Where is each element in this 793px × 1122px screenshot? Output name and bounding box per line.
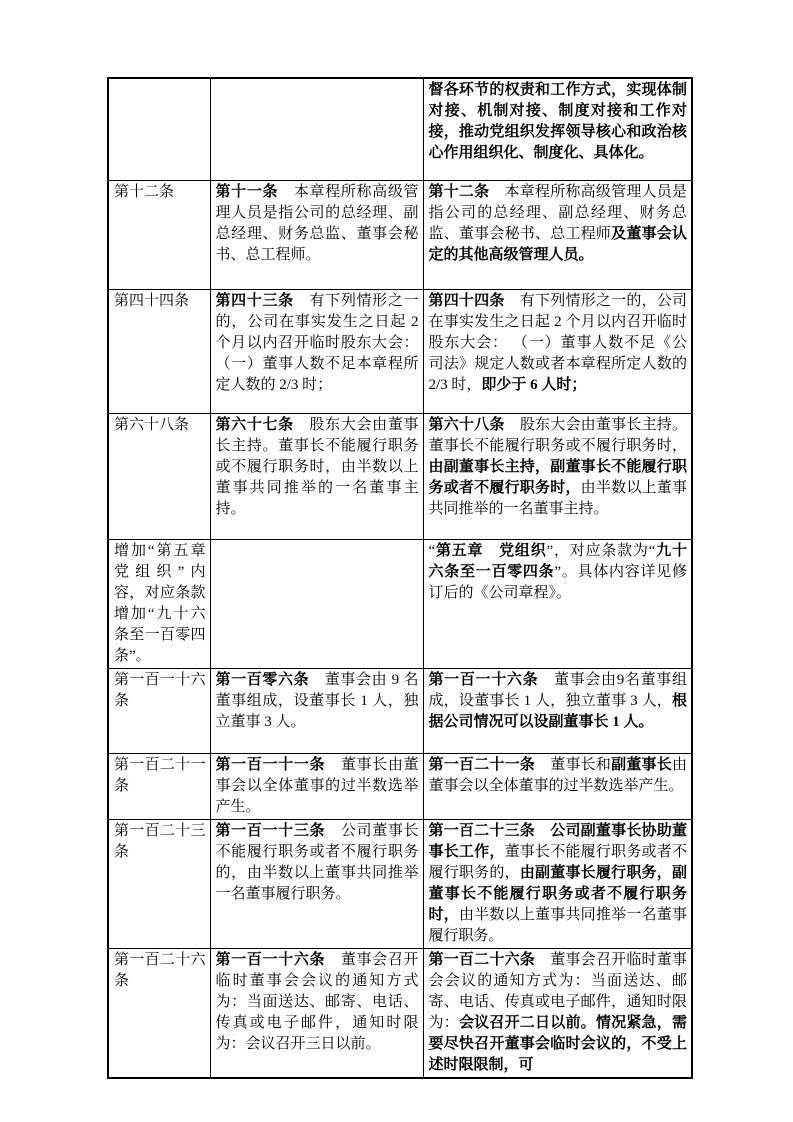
table-row [108, 668, 692, 753]
text-segment: 本章程所称高级管理人员是指公司的总经理、副总经理、财务总监、董事会秘书、总工程师。 [215, 183, 419, 263]
cell-article-number [108, 180, 210, 289]
revised-bold-text-segment: 会议召开二日以前。情况紧急，需要尽快召开董事会临时会议的，不受上述时限限制，可 [428, 1014, 687, 1073]
text-segment: 董事长不能履行职务或者不履行职务的， [428, 843, 687, 881]
text-segment: 公司董事长不能履行职务或者不履行职务的，由半数以上董事共同推举一名董事履行职务。 [215, 822, 419, 902]
cell-revised-clause [423, 668, 692, 753]
revised-bold-text-segment: 第五章 党组织 [435, 542, 547, 559]
cell-article-number [108, 819, 210, 948]
revised-bold-text-segment: 及董事会认定的其他高级管理人员。 [428, 225, 687, 263]
table-row [108, 413, 692, 539]
amendment-comparison-table [107, 77, 693, 1079]
cell-revised-clause [423, 180, 692, 289]
revised-bold-text-segment: 第一百一十六条 [428, 671, 554, 688]
cell-article-number [108, 668, 210, 753]
cell-original-clause [210, 539, 423, 668]
table-row [108, 753, 692, 819]
text-segment: 有下列情形之一的，公司在事实发生之日起 2 个月以内召开临时股东大会： （一）董事人数不足本章程所定人数的 2/3 时； [215, 292, 419, 393]
cell-article-number [108, 413, 210, 539]
revised-bold-text-segment: 第六十八条 [428, 416, 520, 433]
revised-bold-text-segment: 第六十七条 [215, 416, 310, 433]
text-segment: 由半数以上董事共同推举的一名董事主持。 [428, 479, 687, 517]
text-segment: 增加“第五章 党组织”内容，对应条款增加“九十六条至一百零四条”。 [114, 542, 206, 664]
text-segment: 董事会召开临时董事会会议的通知方式为：当面送达、邮寄、电话、传真或电子邮件，通知时限为：会议召开三日以前。 [215, 951, 419, 1052]
text-segment: 由董事会以全体董事的过半数选举产生。 [428, 756, 687, 794]
comparison-table-body [108, 78, 692, 1078]
cell-original-clause [210, 180, 423, 289]
revised-bold-text-segment: 由副董事长履行职务，副董事长不能履行职务或者不履行职务时， [428, 864, 687, 923]
revised-bold-text-segment: 九十六条至一百零四条 [428, 542, 687, 580]
cell-original-clause [210, 753, 423, 819]
cell-article-number [108, 289, 210, 413]
revised-bold-text-segment: 第一百一十六条 [215, 951, 341, 968]
cell-revised-clause [423, 78, 692, 180]
text-segment: 有下列情形之一的，公司在事实发生之日起 2 个月以内召开临时股东大会： （一）董事人数不足《公司法》规定人数或者本章程所定人数的 2/3 时， [428, 292, 687, 393]
text-segment: 董事会由 9 名董事组成，设董事长 1 人，独立董事 3 人。 [215, 671, 419, 730]
text-segment: 董事会由9名董事组成，设董事长 1 人，独立董事 3 人， [428, 671, 687, 709]
text-segment: 由半数以上董事共同推举一名董事履行职务。 [428, 906, 687, 944]
text-segment: 本章程所称高级管理人员是指公司的总经理、副总经理、财务总监、董事会秘书、总工程师 [428, 183, 687, 242]
text-segment: 董事长由董事会以全体董事的过半数选举产生。 [215, 756, 419, 815]
revised-bold-text-segment: 第十二条 [428, 183, 505, 200]
text-segment: 第一百二十三条 [114, 822, 206, 860]
revised-bold-text-segment: 第一百二十六条 [428, 951, 551, 968]
cell-revised-clause [423, 819, 692, 948]
text-segment: 第一百一十六条 [114, 671, 206, 709]
revised-bold-text-segment: 根据公司情况可以设副董事长 1 人。 [428, 692, 687, 730]
text-segment: 董事会召开临时董事会会议的通知方式为：当面送达、邮寄、电话、传真或电子邮件，通知时限为： [428, 951, 687, 1031]
cell-original-clause [210, 413, 423, 539]
text-segment: 第十二条 [114, 183, 175, 200]
revised-bold-text-segment: 第四十三条 [215, 292, 310, 309]
cell-revised-clause [423, 948, 692, 1078]
revised-bold-text-segment: 第一百二十三条 公司副董事长协助董事长工作， [428, 822, 687, 860]
revised-bold-text-segment: 第十一条 [215, 183, 294, 200]
cell-article-number [108, 948, 210, 1078]
text-segment: 第六十八条 [114, 416, 190, 433]
cell-article-number [108, 78, 210, 180]
cell-original-clause [210, 289, 423, 413]
cell-original-clause [210, 948, 423, 1078]
revised-bold-text-segment: 由副董事长主持，副董事长不能履行职务或者不履行职务时， [428, 458, 687, 496]
cell-original-clause [210, 668, 423, 753]
text-segment: 董事长和 [550, 756, 612, 773]
text-segment: ”。具体内容详见修订后的《公司章程》。 [428, 563, 687, 601]
table-row [108, 78, 692, 180]
revised-bold-text-segment: 第一百一十三条 [215, 822, 341, 839]
revised-bold-text-segment: 副董事长 [611, 756, 672, 773]
revised-bold-text-segment: 第一百二十一条 [428, 756, 551, 773]
text-segment: 第一百二十一条 [114, 756, 206, 794]
table-row [108, 948, 692, 1078]
cell-revised-clause [423, 539, 692, 668]
revised-bold-text-segment: 第一百一十一条 [215, 756, 341, 773]
cell-revised-clause [423, 289, 692, 413]
cell-article-number [108, 539, 210, 668]
revised-bold-text-segment: 第一百零六条 [215, 671, 325, 688]
cell-article-number [108, 753, 210, 819]
table-row [108, 289, 692, 413]
text-segment: ”，对应条款为“ [546, 542, 656, 559]
revised-bold-text-segment: 第四十四条 [428, 292, 520, 309]
text-segment: 第四十四条 [114, 292, 190, 309]
text-segment: 股东大会由董事长主持。董事长不能履行职务或不履行职务时， [428, 416, 687, 454]
cell-revised-clause [423, 413, 692, 539]
text-segment: 第一百二十六条 [114, 951, 206, 989]
table-row [108, 819, 692, 948]
revised-bold-text-segment: 即少于 6 人时； [481, 376, 587, 393]
table-row [108, 539, 692, 668]
text-segment: “ [428, 542, 436, 559]
cell-original-clause [210, 819, 423, 948]
text-segment: 股东大会由董事长主持。董事长不能履行职务或不履行职务时，由半数以上董事共同推举的一名董事主持。 [215, 416, 419, 517]
cell-original-clause [210, 78, 423, 180]
revised-bold-text-segment: 督各环节的权责和工作方式，实现体制对接、机制对接、制度对接和工作对接，推动党组织发挥领导核心和政治核心作用组织化、制度化、具体化。 [428, 82, 687, 161]
table-row [108, 180, 692, 289]
cell-revised-clause [423, 753, 692, 819]
